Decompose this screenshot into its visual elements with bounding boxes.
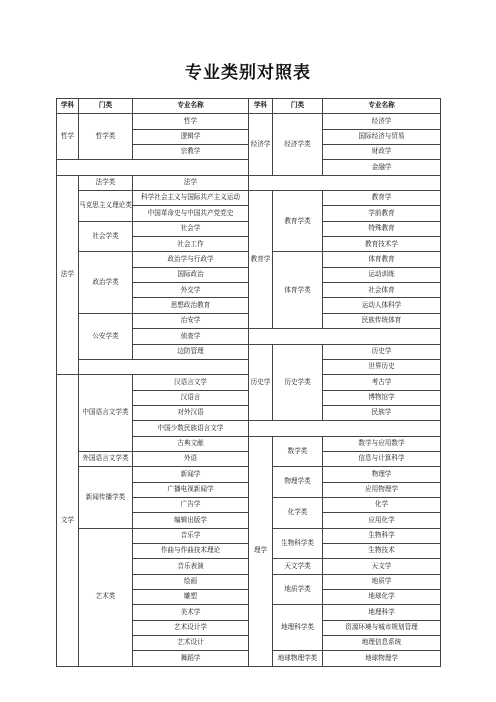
- spacer-row: [249, 175, 441, 190]
- category-cell: 哲学类: [79, 114, 133, 160]
- table-row: [57, 313, 249, 328]
- table-row: [57, 114, 249, 129]
- spacer-cell: [249, 175, 441, 190]
- page-title: 专业类别对照表: [185, 63, 311, 83]
- major-cell: 对外汉语: [133, 405, 249, 420]
- spacer-cell: [57, 160, 249, 175]
- category-cell: 天文学类: [273, 559, 323, 574]
- category-cell: 教育学类: [273, 191, 323, 252]
- major-cell: 数学与应用数学: [323, 436, 441, 451]
- major-cell: 汉语言: [133, 390, 249, 405]
- major-cell: 治安学: [133, 313, 249, 328]
- major-cell: 宗教学: [133, 145, 249, 160]
- major-cell: 古典文献: [133, 436, 249, 451]
- major-cell: 音乐学: [133, 528, 249, 543]
- category-cell: 马克思主义理论类: [79, 191, 133, 222]
- major-cell: 音乐表演: [133, 559, 249, 574]
- header-discipline: 学科: [249, 99, 273, 114]
- table-row: [249, 467, 441, 482]
- spacer-row: [249, 421, 441, 436]
- major-cell: 边防管理: [133, 344, 249, 359]
- major-cell: 侦查学: [133, 329, 249, 344]
- major-cell: 社会工作: [133, 237, 249, 252]
- table-row: [249, 436, 441, 451]
- major-cell: 财政学: [323, 145, 441, 160]
- discipline-cell: 教育学: [249, 191, 273, 329]
- major-cell: 新闻学: [133, 467, 249, 482]
- table-row: [57, 175, 249, 190]
- category-cell: 艺术类: [79, 528, 133, 666]
- spacer-row: [249, 329, 441, 344]
- major-cell: 中国革命史与中国共产党党史: [133, 206, 249, 221]
- category-cell: 化学类: [273, 497, 323, 528]
- major-cell: 社会体育: [323, 283, 441, 298]
- major-cell: 学前教育: [323, 206, 441, 221]
- major-cell: 国际经济与贸易: [323, 129, 441, 144]
- right-table: [248, 98, 441, 667]
- major-cell: 信息与计算科学: [323, 451, 441, 466]
- major-cell: 广告学: [133, 497, 249, 512]
- table-row: [57, 528, 249, 543]
- major-cell: 化学: [323, 497, 441, 512]
- major-cell: 体育教育: [323, 252, 441, 267]
- table-row: [249, 191, 441, 206]
- major-cell: 雕塑: [133, 590, 249, 605]
- discipline-cell: 哲学: [57, 114, 79, 160]
- table-row: [249, 605, 441, 620]
- major-cell: 天文学: [323, 559, 441, 574]
- major-cell: 哲学: [133, 114, 249, 129]
- major-cell: 生物技术: [323, 543, 441, 558]
- major-cell: 应用化学: [323, 513, 441, 528]
- table-row: [249, 574, 441, 589]
- table-row: [57, 375, 249, 390]
- category-cell: 公安学类: [79, 313, 133, 359]
- major-cell: 国际政治: [133, 267, 249, 282]
- spacer-cell: [79, 359, 249, 374]
- category-cell: 生物科学类: [273, 528, 323, 559]
- spacer-row: [57, 160, 249, 175]
- table-row: [57, 467, 249, 482]
- major-cell: 博物馆学: [323, 390, 441, 405]
- major-cell: 地理信息系统: [323, 636, 441, 651]
- major-cell: 艺术设计: [133, 636, 249, 651]
- discipline-cell: 法学: [57, 175, 79, 374]
- major-cell: 地质学: [323, 574, 441, 589]
- major-cell: 生物科学: [323, 528, 441, 543]
- category-cell: 法学类: [79, 175, 133, 190]
- spacer-row: [57, 359, 249, 374]
- table-row: [249, 651, 441, 666]
- major-cell: 美术学: [133, 605, 249, 620]
- table-row: [249, 528, 441, 543]
- discipline-cell: 文学: [57, 375, 79, 667]
- category-cell: 体育学类: [273, 252, 323, 329]
- major-cell: 地理科学: [323, 605, 441, 620]
- major-cell: 广播电视新闻学: [133, 482, 249, 497]
- left-table: [56, 98, 249, 667]
- major-cell: 科学社会主义与国际共产主义运动: [133, 191, 249, 206]
- spacer-cell: [249, 421, 441, 436]
- major-cell: 地球化学: [323, 590, 441, 605]
- spacer-cell: [249, 329, 441, 344]
- major-cell: 法学: [133, 175, 249, 190]
- category-cell: 地理科学类: [273, 605, 323, 651]
- major-cell: 历史学: [323, 344, 441, 359]
- major-cell: 运动人体科学: [323, 298, 441, 313]
- major-cell: 艺术设计学: [133, 620, 249, 635]
- major-cell: 资源环境与城市规划管理: [323, 620, 441, 635]
- category-cell: 中国语言文学类: [79, 375, 133, 452]
- major-cell: 外交学: [133, 283, 249, 298]
- major-cell: 运动训练: [323, 267, 441, 282]
- major-cell: 民族学: [323, 405, 441, 420]
- table-row: [249, 114, 441, 129]
- category-cell: 社会学类: [79, 221, 133, 252]
- table-row: [57, 191, 249, 206]
- category-cell: 外国语言文学类: [79, 451, 133, 466]
- major-cell: 金融学: [323, 160, 441, 175]
- header-category: 门类: [79, 99, 133, 114]
- header-row: [249, 99, 441, 114]
- major-cell: 应用物理学: [323, 482, 441, 497]
- table-row: [249, 344, 441, 359]
- header-major: 专业名称: [133, 99, 249, 114]
- table-row: [57, 221, 249, 236]
- major-cell: 绘画: [133, 574, 249, 589]
- header-category: 门类: [273, 99, 323, 114]
- major-cell: 政治学与行政学: [133, 252, 249, 267]
- major-cell: 教育学: [323, 191, 441, 206]
- major-cell: 教育技术学: [323, 237, 441, 252]
- major-cell: 物理学: [323, 467, 441, 482]
- major-cell: 民族传统体育: [323, 313, 441, 328]
- major-cell: 编辑出版学: [133, 513, 249, 528]
- header-discipline: 学科: [57, 99, 79, 114]
- category-cell: 政治学类: [79, 252, 133, 313]
- table-row: [249, 252, 441, 267]
- table-row: [57, 451, 249, 466]
- major-cell: 考古学: [323, 375, 441, 390]
- category-cell: 数学类: [273, 436, 323, 467]
- category-cell: 地质学类: [273, 574, 323, 605]
- major-cell: 舞蹈学: [133, 651, 249, 666]
- table-row: [57, 252, 249, 267]
- discipline-cell: 经济学: [249, 114, 273, 175]
- discipline-cell: 理学: [249, 436, 273, 666]
- major-cell: 汉语言文学: [133, 375, 249, 390]
- header-row: [57, 99, 249, 114]
- category-cell: 物理学类: [273, 467, 323, 498]
- major-cell: 外语: [133, 451, 249, 466]
- major-cell: 经济学: [323, 114, 441, 129]
- major-cell: 思想政治教育: [133, 298, 249, 313]
- category-cell: 经济学类: [273, 114, 323, 175]
- major-cell: 中国少数民族语言文学: [133, 421, 249, 436]
- table-row: [249, 559, 441, 574]
- major-cell: 作曲与作曲技术理论: [133, 543, 249, 558]
- major-cell: 特殊教育: [323, 221, 441, 236]
- major-cell: 逻辑学: [133, 129, 249, 144]
- major-cell: 地球物理学: [323, 651, 441, 666]
- major-cell: 世界历史: [323, 359, 441, 374]
- category-cell: 历史学类: [273, 344, 323, 421]
- discipline-cell: 历史学: [249, 344, 273, 421]
- category-cell: 地球物理学类: [273, 651, 323, 666]
- table-row: [249, 497, 441, 512]
- major-cell: 社会学: [133, 221, 249, 236]
- header-major: 专业名称: [323, 99, 441, 114]
- category-cell: 新闻传播学类: [79, 467, 133, 528]
